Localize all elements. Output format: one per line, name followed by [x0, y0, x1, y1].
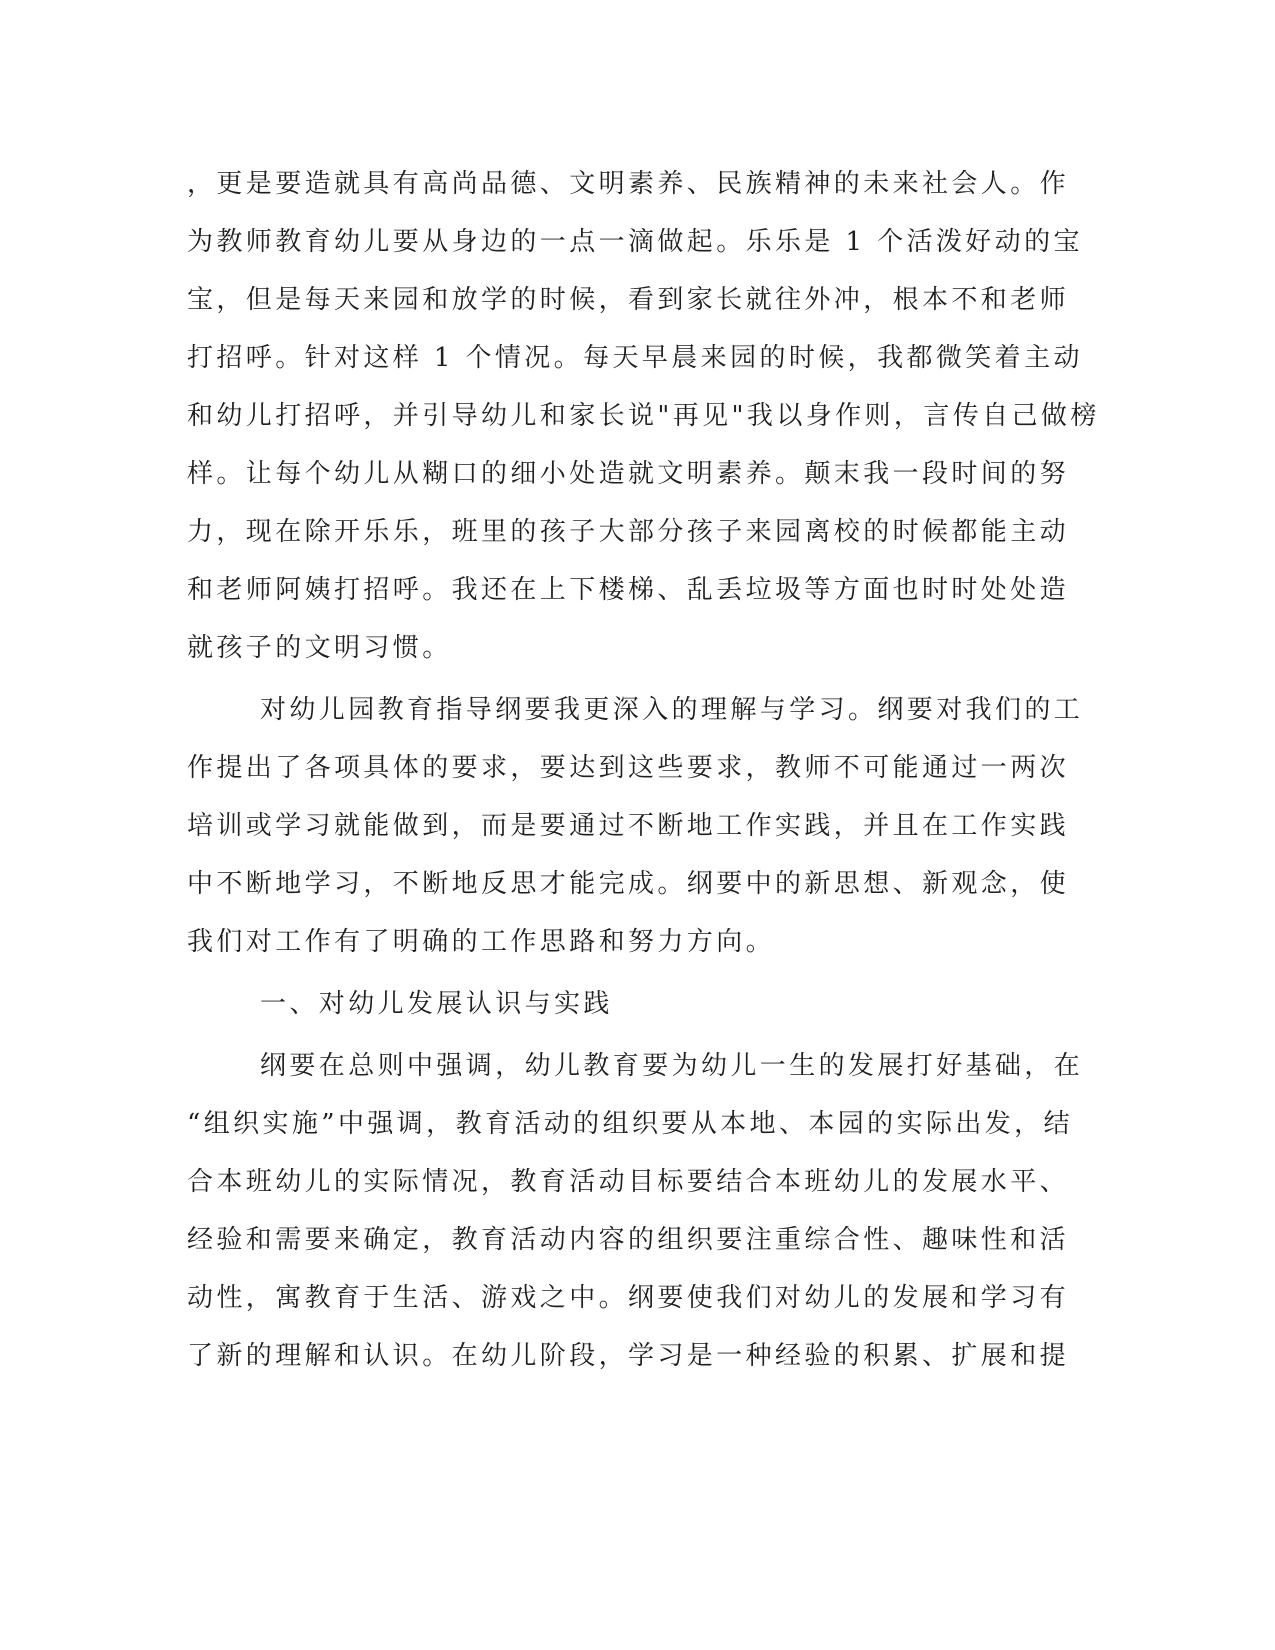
text-line: 我们对工作有了明确的工作思路和努力方向。: [187, 927, 776, 957]
section-heading: 一、对幼儿发展认识与实践: [260, 989, 613, 1019]
text-line: 样。让每个幼儿从糊口的细小处造就文明素养。颠末我一段时间的努: [187, 459, 1070, 489]
text-line: 宝，但是每天来园和放学的时候，看到家长就往外冲，根本不和老师: [187, 285, 1070, 315]
text-line: 为教师教育幼儿要从身边的一点一滴做起。乐乐是 1 个活泼好动的宝: [187, 227, 1083, 257]
text-line: 了新的理解和认识。在幼儿阶段，学习是一种经验的积累、扩展和提: [187, 1341, 1070, 1371]
paragraph-first-line: 对幼儿园教育指导纲要我更深入的理解与学习。纲要对我们的工: [260, 695, 1084, 725]
paragraph-first-line: 纲要在总则中强调，幼儿教育要为幼儿一生的发展打好基础，在: [260, 1051, 1084, 1081]
text-line: 经验和需要来确定，教育活动内容的组织要注重综合性、趣味性和活: [187, 1225, 1070, 1255]
text-line: 合本班幼儿的实际情况，教育活动目标要结合本班幼儿的发展水平、: [187, 1167, 1070, 1197]
text-line: 就孩子的文明习惯。: [187, 633, 452, 663]
text-line: 动性，寓教育于生活、游戏之中。纲要使我们对幼儿的发展和学习有: [187, 1283, 1070, 1313]
text-line: “组织实施”中强调，教育活动的组织要从本地、本园的实际出发，结: [187, 1109, 1073, 1139]
text-line: 和老师阿姨打招呼。我还在上下楼梯、乱丢垃圾等方面也时时处处造: [187, 575, 1070, 605]
text-line: 作提出了各项具体的要求，要达到这些要求，教师不可能通过一两次: [187, 753, 1070, 783]
text-line: 打招呼。针对这样 1 个情况。每天早晨来园的时候，我都微笑着主动: [187, 343, 1083, 373]
text-line: 培训或学习就能做到，而是要通过不断地工作实践，并且在工作实践: [187, 811, 1070, 841]
text-line: ，更是要造就具有高尚品德、文明素养、民族精神的未来社会人。作: [187, 169, 1070, 199]
text-line: 力，现在除开乐乐，班里的孩子大部分孩子来园离校的时候都能主动: [187, 517, 1070, 547]
text-line: 中不断地学习，不断地反思才能完成。纲要中的新思想、新观念，使: [187, 869, 1070, 899]
text-line: 和幼儿打招呼，并引导幼儿和家长说"再见"我以身作则，言传自己做榜: [187, 401, 1100, 431]
